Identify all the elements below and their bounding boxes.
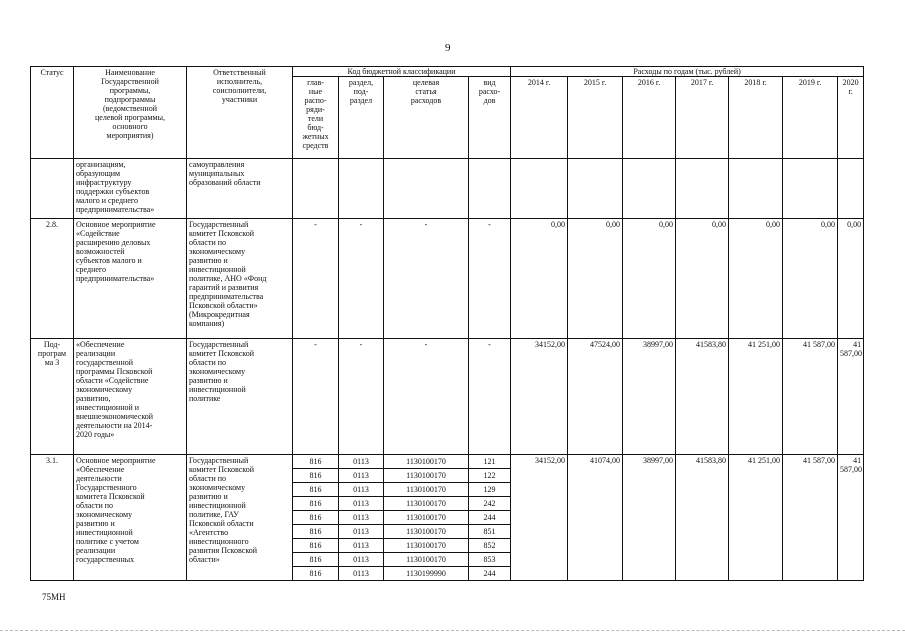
- code-target: 1130100170: [384, 469, 469, 483]
- row-status: [31, 159, 74, 219]
- row-value-2016: 38997,00: [623, 455, 676, 581]
- row-value-2020: 0,00: [838, 219, 864, 339]
- document-code: 75МН: [42, 592, 66, 602]
- code-kind: 244: [469, 511, 511, 525]
- header-expenses: Расходы по годам (тыс. рублей): [511, 67, 864, 77]
- row-value-2015: 47524,00: [568, 339, 623, 455]
- code-grbs: 816: [293, 497, 339, 511]
- row-status: 3.1.: [31, 455, 74, 581]
- row-value-2019: 0,00: [783, 219, 838, 339]
- row-section: -: [339, 219, 384, 339]
- header-year-2020: 2020 г.: [838, 77, 864, 159]
- code-section: 0113: [339, 567, 384, 581]
- table-row: [31, 455, 864, 469]
- code-target: 1130199990: [384, 567, 469, 581]
- code-target: 1130100170: [384, 483, 469, 497]
- row-value-2020: [838, 159, 864, 219]
- row-section: [339, 159, 384, 219]
- code-kind: 129: [469, 483, 511, 497]
- row-value-2014: 34152,00: [511, 455, 568, 581]
- row-grbs: [293, 159, 339, 219]
- row-grbs: -: [293, 339, 339, 455]
- row-value-2018: [729, 159, 783, 219]
- code-target: 1130100170: [384, 511, 469, 525]
- row-executor: Государственный комитет Псковской области по экономическому развитию и инвестиционной политике, ГАУ Псковской области «Агентство инвестиционного развития Псковской области»: [187, 455, 293, 581]
- code-section: 0113: [339, 483, 384, 497]
- row-value-2015: 41074,00: [568, 455, 623, 581]
- row-name: «Обеспечение реализации государственной программы Псковской области «Содействие экономическому развитию, инвестиционной и внешнеэкономической деятельности на 2014- 2020 годы»: [74, 339, 187, 455]
- code-grbs: 816: [293, 553, 339, 567]
- row-value-2018: 0,00: [729, 219, 783, 339]
- header-name: Наименование Государственной программы, подпрограммы (ведомственной целевой программы, основного мероприятия): [74, 67, 187, 159]
- header-executor: Ответственный исполнитель, соисполнители, участники: [187, 67, 293, 159]
- code-kind: 242: [469, 497, 511, 511]
- row-status: Под- програм ма 3: [31, 339, 74, 455]
- row-value-2020: 41 587,00: [838, 339, 864, 455]
- header-budget-code: Код бюджетной классификации: [293, 67, 511, 77]
- code-grbs: 816: [293, 483, 339, 497]
- code-grbs: 816: [293, 567, 339, 581]
- row-value-2018: 41 251,00: [729, 455, 783, 581]
- code-section: 0113: [339, 553, 384, 567]
- row-value-2016: [623, 159, 676, 219]
- code-grbs: 816: [293, 469, 339, 483]
- code-section: 0113: [339, 511, 384, 525]
- row-value-2019: 41 587,00: [783, 339, 838, 455]
- row-value-2017: 0,00: [676, 219, 729, 339]
- header-target: целевая статья расходов: [384, 77, 469, 159]
- header-year-2017: 2017 г.: [676, 77, 729, 159]
- row-target: [384, 159, 469, 219]
- row-name: Основное мероприятие «Содействие расширению деловых возможностей субъектов малого и среднего предпринимательства»: [74, 219, 187, 339]
- code-section: 0113: [339, 539, 384, 553]
- header-year-2015: 2015 г.: [568, 77, 623, 159]
- row-value-2015: 0,00: [568, 219, 623, 339]
- code-section: 0113: [339, 525, 384, 539]
- row-status: 2.8.: [31, 219, 74, 339]
- code-kind: 244: [469, 567, 511, 581]
- row-value-2017: [676, 159, 729, 219]
- row-value-2019: 41 587,00: [783, 455, 838, 581]
- header-kind: вид расхо- дов: [469, 77, 511, 159]
- row-value-2016: 0,00: [623, 219, 676, 339]
- code-target: 1130100170: [384, 553, 469, 567]
- code-target: 1130100170: [384, 455, 469, 469]
- row-value-2016: 38997,00: [623, 339, 676, 455]
- code-kind: 853: [469, 553, 511, 567]
- code-kind: 851: [469, 525, 511, 539]
- row-value-2020: 41 587,00: [838, 455, 864, 581]
- header-status: Статус: [31, 67, 74, 159]
- code-grbs: 816: [293, 525, 339, 539]
- code-grbs: 816: [293, 455, 339, 469]
- header-grbs: глав- ные распо- ряди- тели бюд- жетных средств: [293, 77, 339, 159]
- header-year-2019: 2019 г.: [783, 77, 838, 159]
- page-number: 9: [445, 42, 451, 54]
- code-target: 1130100170: [384, 539, 469, 553]
- header-year-2014: 2014 г.: [511, 77, 568, 159]
- code-kind: 852: [469, 539, 511, 553]
- row-value-2014: [511, 159, 568, 219]
- row-name: организациям, образующим инфраструктуру поддержки субъектов малого и среднего предпринимательства»: [74, 159, 187, 219]
- header-year-2018: 2018 г.: [729, 77, 783, 159]
- row-grbs: -: [293, 219, 339, 339]
- row-executor: самоуправления муниципальных образований области: [187, 159, 293, 219]
- row-target: -: [384, 219, 469, 339]
- row-value-2014: 34152,00: [511, 339, 568, 455]
- row-value-2015: [568, 159, 623, 219]
- code-grbs: 816: [293, 539, 339, 553]
- row-value-2018: 41 251,00: [729, 339, 783, 455]
- row-kind: -: [469, 339, 511, 455]
- code-section: 0113: [339, 469, 384, 483]
- code-section: 0113: [339, 455, 384, 469]
- budget-table: [30, 66, 864, 581]
- row-section: -: [339, 339, 384, 455]
- row-target: -: [384, 339, 469, 455]
- header-year-2016: 2016 г.: [623, 77, 676, 159]
- code-target: 1130100170: [384, 497, 469, 511]
- code-target: 1130100170: [384, 525, 469, 539]
- code-kind: 122: [469, 469, 511, 483]
- row-executor: Государственный комитет Псковской области по экономическому развитию и инвестиционной политике: [187, 339, 293, 455]
- table-row: [31, 159, 864, 219]
- row-value-2014: 0,00: [511, 219, 568, 339]
- row-value-2017: 41583,80: [676, 339, 729, 455]
- row-name: Основное мероприятие «Обеспечение деятельности Государственного комитета Псковской области по экономическому развитию и инвестиционной политике с учетом реализации государственных: [74, 455, 187, 581]
- table-row: [31, 339, 864, 455]
- code-grbs: 816: [293, 511, 339, 525]
- table-header: [31, 67, 864, 159]
- row-kind: -: [469, 219, 511, 339]
- header-section: раздел, под- раздел: [339, 77, 384, 159]
- row-value-2017: 41583,80: [676, 455, 729, 581]
- code-section: 0113: [339, 497, 384, 511]
- row-kind: [469, 159, 511, 219]
- row-value-2019: [783, 159, 838, 219]
- row-executor: Государственный комитет Псковской области по экономическому развитию и инвестиционной политике, АНО «Фонд гарантий и развития предпринимательства Псковской области» (Микрокредитная компания): [187, 219, 293, 339]
- table-row: [31, 219, 864, 339]
- code-kind: 121: [469, 455, 511, 469]
- scan-edge: [0, 630, 905, 632]
